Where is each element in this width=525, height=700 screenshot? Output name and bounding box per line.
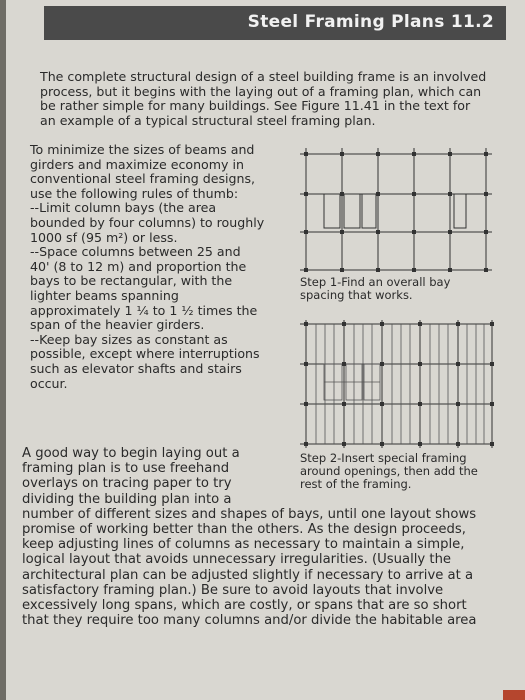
intro-line: The complete structural design of a steel building frame is an involved — [40, 69, 487, 84]
section-header-bar — [44, 6, 506, 40]
rules-line: To minimize the sizes of beams and — [30, 142, 255, 157]
body-line: dividing the building plan into a — [22, 491, 232, 507]
rules-line: such as elevator shafts and stairs — [30, 360, 242, 376]
body-line: number of different sizes and shapes of bays, until one layout shows — [22, 506, 477, 522]
rules-line: possible, except where interruptions — [30, 346, 260, 362]
rules-line: --Limit column bays (the area — [30, 200, 217, 216]
body-line: logical layout that avoids unnecessary irregularities. (Usually the — [22, 552, 452, 568]
intro-line: an example of a typical structural steel framing plan. — [40, 112, 376, 128]
rules-line: bounded by four columns) to roughly — [30, 214, 265, 230]
rules-line: --Keep bay sizes as constant as — [30, 331, 228, 347]
body-line: promise of working better than the others. As the design proceeds, — [22, 522, 466, 538]
body-line: framing plan is to use freehand — [22, 461, 230, 477]
intro-line: be rather simple for many buildings. See Figure 11.41 in the text for — [40, 98, 471, 114]
body-line: excessively long spans, which are costly, or spans that are so short — [22, 598, 467, 614]
section-title: Steel Framing Plans 11.2 — [247, 12, 494, 32]
body-line: overlays on tracing paper to try — [22, 476, 232, 492]
step2-caption-line: rest of the framing. — [300, 477, 412, 491]
step1-caption — [300, 276, 450, 302]
rules-line: 40' (8 to 12 m) and proportion the — [30, 258, 247, 274]
step2-caption-line: Step 2-Insert special framing — [300, 451, 467, 465]
intro-paragraph — [40, 70, 486, 128]
rules-line: girders and maximize economy in — [30, 156, 244, 172]
step2-caption-line: around openings, then add the — [300, 464, 478, 478]
step1-framing-plan-diagram — [296, 144, 496, 272]
rules-line: use the following rules of thumb: — [30, 185, 239, 201]
next-page-tab — [503, 690, 525, 700]
step1-caption-line: spacing that works. — [300, 288, 413, 302]
step1-caption-line: Step 1-Find an overall bay — [300, 275, 451, 289]
rules-of-thumb-paragraph — [30, 143, 264, 391]
step2-caption — [300, 452, 478, 491]
rules-line: lighter beams spanning — [30, 287, 179, 303]
rules-line: 1000 sf (95 m²) or less. — [30, 229, 178, 245]
body-line: keep adjusting lines of columns as necessary to maintain a simple, — [22, 537, 465, 553]
rules-line: occur. — [30, 375, 68, 391]
body-line: satisfactory framing plan.) Be sure to avoid layouts that involve — [22, 582, 444, 598]
body-line: architectural plan can be adjusted slightly if necessary to arrive at a — [22, 567, 474, 583]
step2-framing-plan-diagram — [296, 318, 498, 450]
intro-line: process, but it begins with the laying out of a framing plan, which can — [40, 83, 482, 99]
rules-line: approximately 1 ¹⁄₄ to 1 ¹⁄₂ times the — [30, 302, 258, 318]
rules-line: conventional steel framing designs, — [30, 171, 256, 187]
rules-line: bays to be rectangular, with the — [30, 273, 233, 289]
body-line: A good way to begin laying out a — [22, 446, 240, 461]
body-line: that they require too many columns and/or divide the habitable area — [22, 613, 477, 629]
rules-line: span of the heavier girders. — [30, 317, 205, 333]
rules-line: --Space columns between 25 and — [30, 244, 241, 260]
